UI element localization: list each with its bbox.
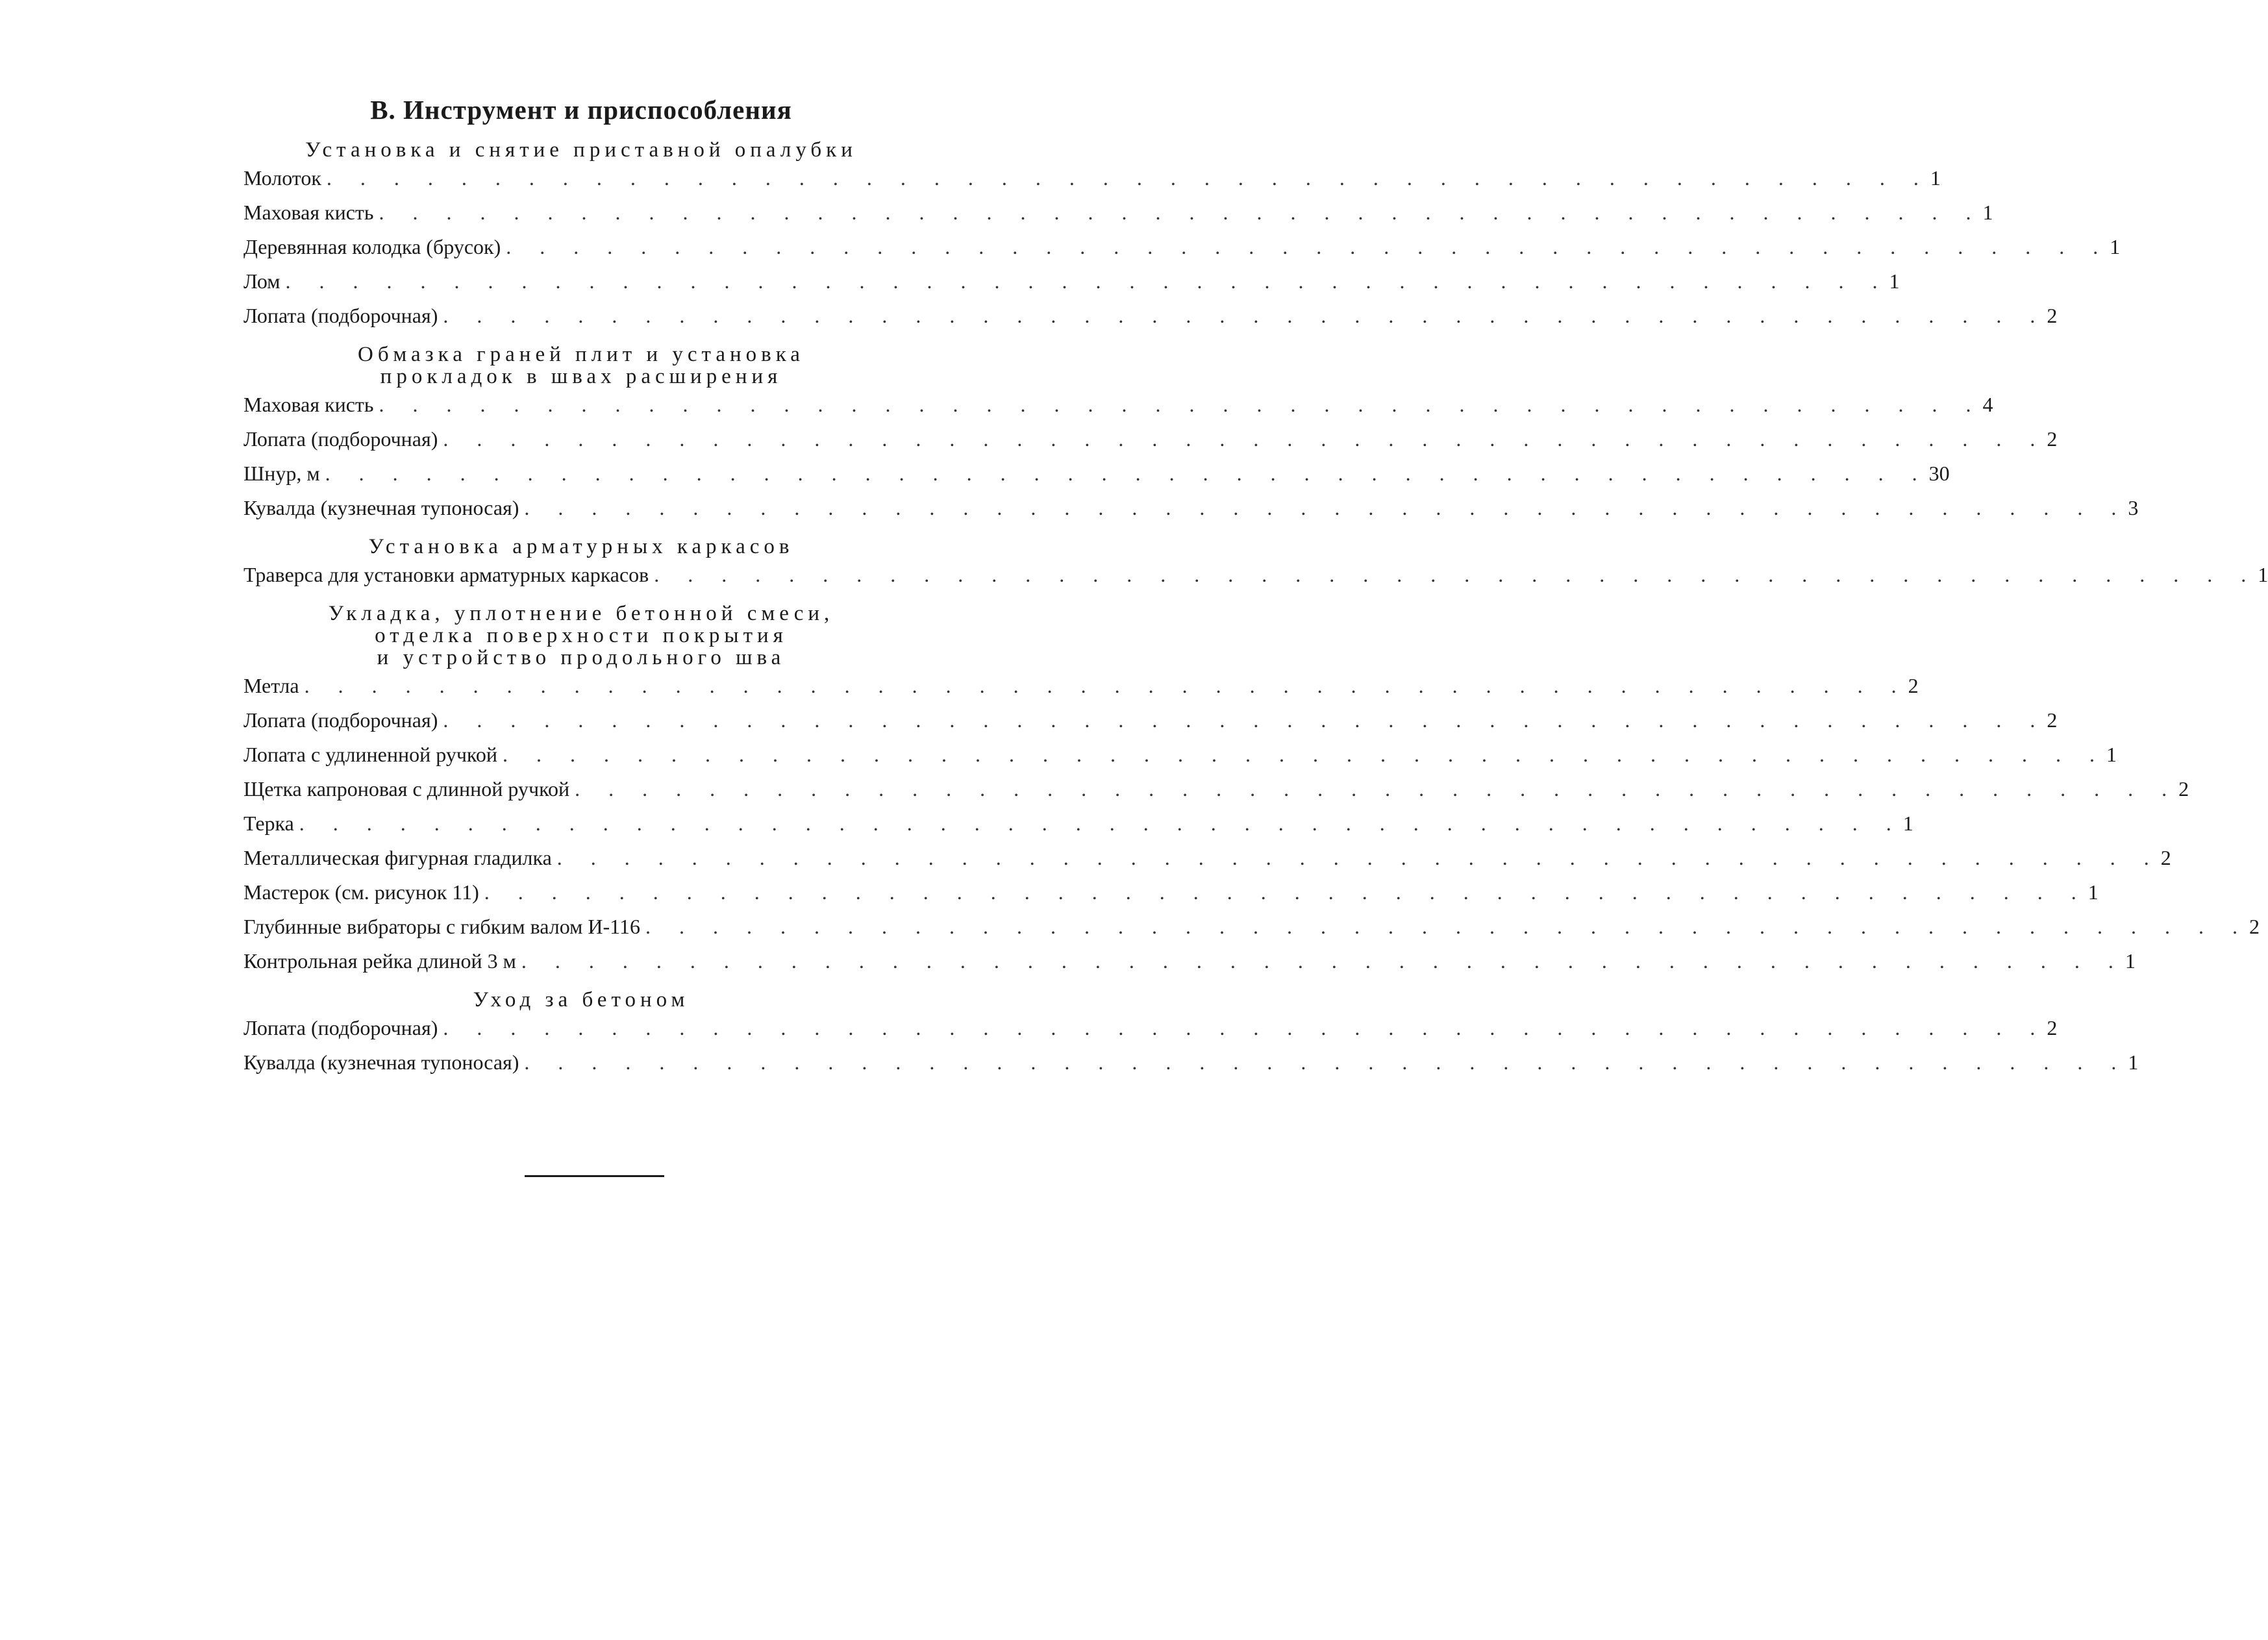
page-title: В. Инструмент и приспособления (370, 95, 792, 125)
list-item (243, 772, 2189, 806)
dot-leader: . . . . . . . . . . . . . . . . . . . . . . . . . . . . . . . . . . . . . . . . . . . . . . . . (556, 846, 2161, 869)
list-item (243, 1011, 2058, 1045)
item-quantity: 1 (1982, 201, 1993, 224)
item-label: Кувалда (кузнечная тупоносая) (243, 496, 519, 519)
item-quantity: 4 (1982, 393, 1993, 416)
item-label: Щетка капроновая с длинной ручкой (243, 777, 570, 801)
list-item (243, 299, 2058, 333)
dot-leader: . . . . . . . . . . . . . . . . . . . . . . . . . . . . . . . . . . . . . . . . . . . . . . . . (484, 880, 2088, 904)
item-label: Лопата (подборочная) (243, 708, 438, 732)
item-quantity: 2 (2047, 1016, 2058, 1039)
item-quantity: 1 (2106, 743, 2117, 766)
item-label: Маховая кисть (243, 201, 374, 224)
sections-container (243, 138, 2268, 1080)
list-item (243, 875, 2099, 910)
item-label: Лом (243, 269, 280, 293)
dot-leader: . . . . . . . . . . . . . . . . . . . . . . . . . . . . . . . . . . . . . . . . . . . . . . . . (325, 462, 1929, 485)
item-quantity: 1 (1930, 166, 1941, 190)
dot-leader: . . . . . . . . . . . . . . . . . . . . . . . . . . . . . . . . . . . . . . . . . . . . . . . . (443, 708, 2047, 732)
item-label: Мастерок (см. рисунок 11) (243, 880, 479, 904)
section-title-line: Уход за бетоном (473, 988, 690, 1012)
list-item (243, 558, 2268, 592)
dot-leader: . . . . . . . . . . . . . . . . . . . . . . . . . . . . . . . . . . . . . . . . . . . . . . . . (521, 949, 2125, 973)
item-quantity: 1 (1902, 812, 1913, 835)
list-item (243, 456, 1950, 491)
dot-leader: . . . . . . . . . . . . . . . . . . . . . . . . . . . . . . . . . . . . . . . . . . . . . . . . (506, 235, 2110, 258)
list-item (243, 230, 2121, 264)
item-list (243, 388, 2139, 525)
list-item (243, 491, 2139, 525)
item-label: Молоток (243, 166, 321, 190)
item-label: Метла (243, 674, 299, 697)
list-item (243, 195, 1993, 230)
item-label: Металлическая фигурная гладилка (243, 846, 552, 869)
section-title (243, 536, 919, 558)
dot-leader: . . . . . . . . . . . . . . . . . . . . . . . . . . . . . . . . . . . . . . . . . . . . . . . . (524, 1050, 2128, 1074)
item-quantity: 3 (2128, 496, 2139, 519)
list-item (243, 841, 2171, 875)
item-quantity: 2 (2249, 915, 2260, 938)
end-rule-divider (525, 1175, 664, 1177)
item-quantity: 1 (2128, 1050, 2139, 1074)
dot-leader: . . . . . . . . . . . . . . . . . . . . . . . . . . . . . . . . . . . . . . . . . . . . . . . . (379, 201, 1983, 224)
dot-leader: . . . . . . . . . . . . . . . . . . . . . . . . . . . . . . . . . . . . . . . . . . . . . . . . (299, 812, 1903, 835)
list-item (243, 910, 2260, 944)
item-label: Глубинные вибраторы с гибким валом И-116 (243, 915, 640, 938)
item-quantity: 2 (2047, 427, 2058, 451)
list-item (243, 422, 2058, 456)
item-quantity: 30 (1928, 462, 1950, 485)
item-list (243, 669, 2260, 978)
item-list (243, 161, 2121, 333)
dot-leader: . . . . . . . . . . . . . . . . . . . . . . . . . . . . . . . . . . . . . . . . . . . . . . . . (443, 427, 2047, 451)
dot-leader: . . . . . . . . . . . . . . . . . . . . . . . . . . . . . . . . . . . . . . . . . . . . . . . . (524, 496, 2128, 519)
item-quantity: 1 (1889, 269, 1900, 293)
item-quantity: 1 (2087, 880, 2099, 904)
item-label: Лопата (подборочная) (243, 1016, 438, 1039)
section-title (243, 603, 919, 669)
item-label: Траверса для установки арматурных каркасов (243, 563, 649, 586)
dot-leader: . . . . . . . . . . . . . . . . . . . . . . . . . . . . . . . . . . . . . . . . . . . . . . . . (654, 563, 2258, 586)
section-title-line: Укладка, уплотнение бетонной смеси, (328, 602, 834, 625)
section-title-line: прокладок в швах расширения (380, 365, 782, 388)
dot-leader: . . . . . . . . . . . . . . . . . . . . . . . . . . . . . . . . . . . . . . . . . . . . . . . . (443, 304, 2047, 327)
list-item (243, 1045, 2139, 1080)
item-label: Шнур, м (243, 462, 320, 485)
dot-leader: . . . . . . . . . . . . . . . . . . . . . . . . . . . . . . . . . . . . . . . . . . . . . . . . (575, 777, 2179, 801)
dot-leader: . . . . . . . . . . . . . . . . . . . . . . . . . . . . . . . . . . . . . . . . . . . . . . . . (326, 166, 1930, 190)
dot-leader: . . . . . . . . . . . . . . . . . . . . . . . . . . . . . . . . . . . . . . . . . . . . . . . . (379, 393, 1983, 416)
list-item (243, 264, 1900, 299)
section-title (243, 139, 919, 161)
item-list (243, 558, 2268, 592)
list-item (243, 669, 1919, 703)
dot-leader: . . . . . . . . . . . . . . . . . . . . . . . . . . . . . . . . . . . . . . . . . . . . . . . . (502, 743, 2106, 766)
item-label: Кувалда (кузнечная тупоносая) (243, 1050, 519, 1074)
section-title-line: и устройство продольного шва (377, 646, 786, 669)
section-title-line: отделка поверхности покрытия (375, 624, 788, 647)
dot-leader: . . . . . . . . . . . . . . . . . . . . . . . . . . . . . . . . . . . . . . . . . . . . . . . . (645, 915, 2249, 938)
list-item (243, 161, 1941, 195)
item-quantity: 2 (2047, 708, 2058, 732)
item-label: Лопата (подборочная) (243, 304, 438, 327)
section-title (243, 343, 919, 388)
dot-leader: . . . . . . . . . . . . . . . . . . . . . . . . . . . . . . . . . . . . . . . . . . . . . . . . (285, 269, 1889, 293)
section-title-line: Установка и снятие приставной опалубки (305, 138, 857, 162)
item-list (243, 1011, 2139, 1080)
item-label: Лопата с удлиненной ручкой (243, 743, 497, 766)
item-label: Деревянная колодка (брусок) (243, 235, 501, 258)
dot-leader: . . . . . . . . . . . . . . . . . . . . . . . . . . . . . . . . . . . . . . . . . . . . . . . . (443, 1016, 2047, 1039)
item-quantity: 2 (1908, 674, 1919, 697)
list-item (243, 738, 2117, 772)
tools-list (243, 91, 2268, 1084)
item-quantity: 2 (2160, 846, 2171, 869)
list-item (243, 388, 1993, 422)
list-item (243, 944, 2136, 978)
item-quantity: 1 (2125, 949, 2136, 973)
section-title-line: Обмазка граней плит и установка (358, 343, 804, 366)
item-quantity: 2 (2047, 304, 2058, 327)
item-label: Лопата (подборочная) (243, 427, 438, 451)
item-quantity: 2 (2178, 777, 2189, 801)
item-label: Маховая кисть (243, 393, 374, 416)
dot-leader: . . . . . . . . . . . . . . . . . . . . . . . . . . . . . . . . . . . . . . . . . . . . . . . . (304, 674, 1908, 697)
item-quantity: 1 (2258, 563, 2268, 586)
list-item (243, 806, 1913, 841)
item-label: Терка (243, 812, 294, 835)
section-title (243, 989, 919, 1011)
item-quantity: 1 (2110, 235, 2121, 258)
item-label: Контрольная рейка длиной 3 м (243, 949, 516, 973)
section-title-line: Установка арматурных каркасов (368, 535, 794, 558)
list-item (243, 703, 2058, 738)
